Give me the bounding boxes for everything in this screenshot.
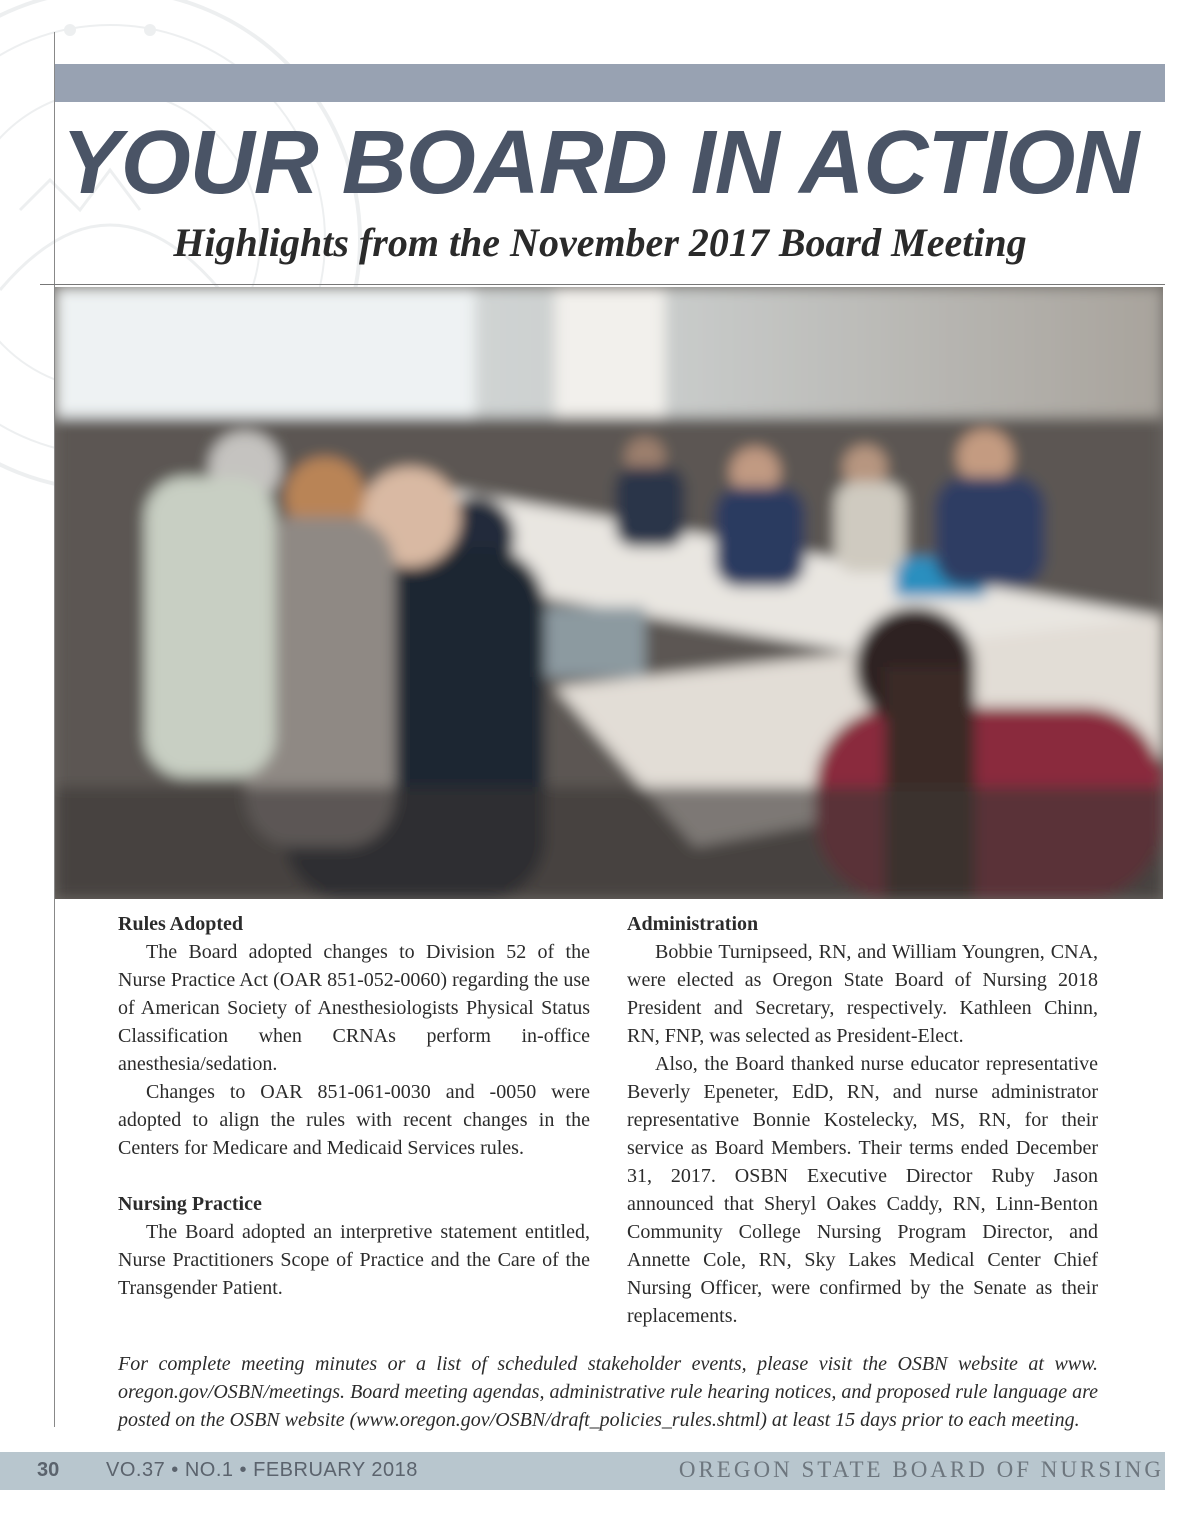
page-subtitle: Highlights from the November 2017 Board Meeting — [173, 220, 1027, 265]
title-divider — [40, 284, 1165, 285]
page-title: YOUR BOARD IN ACTION — [61, 113, 1139, 213]
nursing-practice-paragraph: The Board adopted an interpretive statement entitled, Nurse Practitioners Scope of Practice and the Care of the Transgender Patient. — [118, 1221, 590, 1299]
administration-heading: Administration — [627, 913, 759, 935]
organization-name: OREGON STATE BOARD OF NURSING — [678, 1457, 1164, 1482]
right-column — [627, 910, 1098, 1330]
board-meeting-photo — [55, 287, 1163, 899]
left-column — [118, 910, 590, 1302]
administration-paragraph-2: Also, the Board thanked nurse educator representative Beverly Epeneter, EdD, RN, and nurse administrator representative Bonnie Kostelecky, MS, RN, for their service as Board Members. Their terms ended December 31, 2017. OSBN Executive Director Ruby Jason announced that Sheryl Oakes Caddy, RN, Linn-Benton Community College Nursing Program Director, and Annette Cole, RN, Sky Lakes Medical Center Chief Nursing Officer, were confirmed by the Senate as their replacements. — [627, 1053, 1098, 1327]
rules-paragraph-1: The Board adopted changes to Division 52 of the Nurse Practice Act (OAR 851-052-0060) regarding the use of American Society of Anesthesiologists Physical Status Classification when CRNAs perform in-office anesthesia/sedation. — [118, 941, 590, 1075]
issue-info: VO.37 • NO.1 • FEBRUARY 2018 — [106, 1459, 418, 1481]
header-bar — [55, 64, 1165, 102]
rules-adopted-heading: Rules Adopted — [118, 913, 244, 935]
meeting-info-note: For complete meeting minutes or a list of scheduled stakeholder events, please visit the OSBN website at www. oregon.gov/OSBN/meetings. Board meeting agendas, administrative rule hearing notices, and proposed rule language are posted on the OSBN website (www.oregon.gov/OSBN/draft_policies_rules.shtml) at least 15 days prior to each meeting. — [118, 1353, 1098, 1431]
nursing-practice-heading: Nursing Practice — [118, 1193, 262, 1215]
rules-paragraph-2: Changes to OAR 851-061-0030 and -0050 were adopted to align the rules with recent changes in the Centers for Medicare and Medicaid Services rules. — [118, 1081, 590, 1159]
administration-paragraph-1: Bobbie Turnipseed, RN, and William Youngren, CNA, were elected as Oregon State Board of Nursing 2018 President and Secretary, respectively. Kathleen Chinn, RN, FNP, was selected as President-Elect. — [627, 941, 1098, 1047]
page-number: 30 — [37, 1459, 60, 1481]
